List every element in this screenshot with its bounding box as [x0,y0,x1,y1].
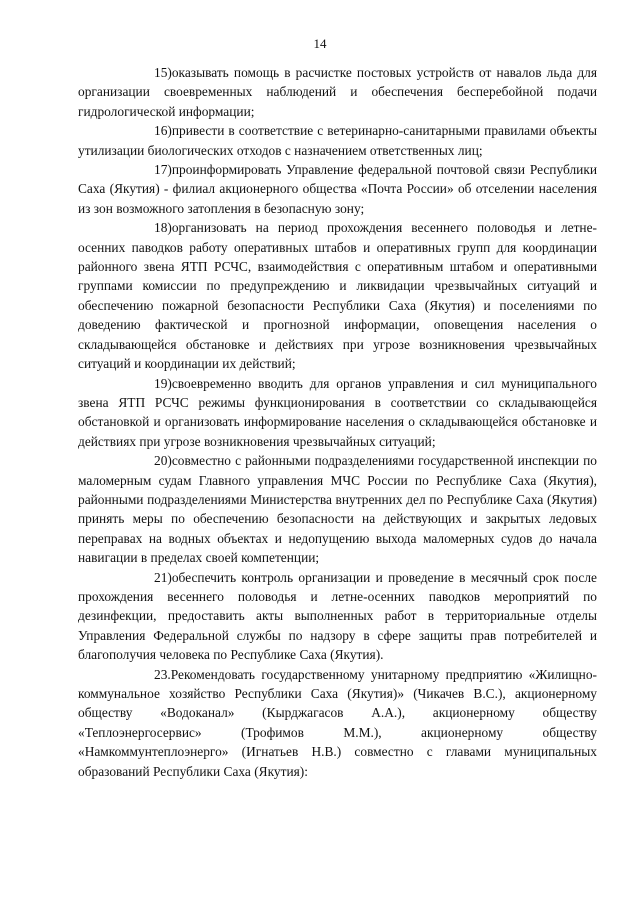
paragraph-text: организовать на период прохождения весеннего половодья и летне-осенних паводков работу оперативных штабов и оперативных групп для координации районного звена ЯТП РСЧС, взаимодействия с оперативным штабом и оперативными группами комиссии по предупреждению и ликвидации чрезвычайных ситуаций и обеспечению пожарной безопасности Республики Саха (Якутия) и поселениями по доведению фактической и прогнозной информации, оповещения населения о складывающейся обстановке и действиях при угрозе возникновения чрезвычайных ситуаций и координации их действий; [78,220,597,372]
paragraph-text: своевременно вводить для органов управления и сил муниципального звена ЯТП РСЧС режимы функционирования в соответствии со складывающейся обстановкой и организовать информирование населения о складывающейся обстановке и действиях при угрозе возникновения чрезвычайных ситуаций; [78,375,597,449]
paragraph-16 [78,121,597,160]
paragraph-number: 16) [154,123,172,139]
paragraph-21 [78,568,597,665]
paragraph-15 [78,63,597,121]
paragraph-17 [78,160,597,218]
paragraph-number: 15) [154,65,172,80]
paragraph-number: 19) [154,375,172,391]
paragraph-text: оказывать помощь в расчистке постовых устройств от навалов льда для организации своевременных наблюдений и обеспечения бесперебойной подачи гидрологической информации; [78,65,597,119]
document-body [78,63,597,781]
paragraph-text: привести в соответствие с ветеринарно-санитарными правилами объекты утилизации биологических отходов с назначением ответственных лиц; [78,123,597,158]
paragraph-number: 23. [154,666,171,682]
paragraph-19 [78,374,597,452]
paragraph-text: совместно с районными подразделениями государственной инспекции по маломерным судам Главного управления МЧС России по Республике Саха (Якутия), районными подразделениями Министерства внутренних дел по Республике Саха (Якутия) принять меры по обеспечению безопасности на действующих и закрытых ледовых переправах на водных объектах и недопущению выхода маломерных судов до начала навигации в пределах своей компетенции; [78,453,597,566]
paragraph-text: обеспечить контроль организации и проведение в месячный срок после прохождения весеннего половодья и летне-осенних паводков мероприятий по дезинфекции, предоставить акты выполненных работ в территориальные отделы Управления Федеральной службы по надзору в сфере защиты прав потребителей и благополучия человека по Республике Саха (Якутия). [78,569,597,663]
paragraph-number: 20) [154,453,172,469]
paragraph-20 [78,451,597,567]
paragraph-18 [78,218,597,373]
page-number: 14 [313,36,327,51]
paragraph-number: 18) [154,220,172,236]
paragraph-23 [78,665,597,781]
paragraph-number: 21) [154,569,172,585]
paragraph-text: Рекомендовать государственному унитарному предприятию «Жилищно-коммунальное хозяйство Республики Саха (Якутия)» (Чикачев В.С.), акционерному обществу «Водоканал» (Кырджагасов А.А.), акционерному обществу «Теплоэнергосервис» (Трофимов М.М.), акционерному обществу «Намкоммунтеплоэнерго» (Игнатьев Н.В.) совместно с главами муниципальных образований Республики Саха (Якутия): [78,666,597,779]
paragraph-text: проинформировать Управление федеральной почтовой связи Республики Саха (Якутия) - филиал акционерного общества «Почта России» об отселении населения из зон возможного затопления в безопасную зону; [78,162,597,216]
paragraph-number: 17) [154,162,172,178]
